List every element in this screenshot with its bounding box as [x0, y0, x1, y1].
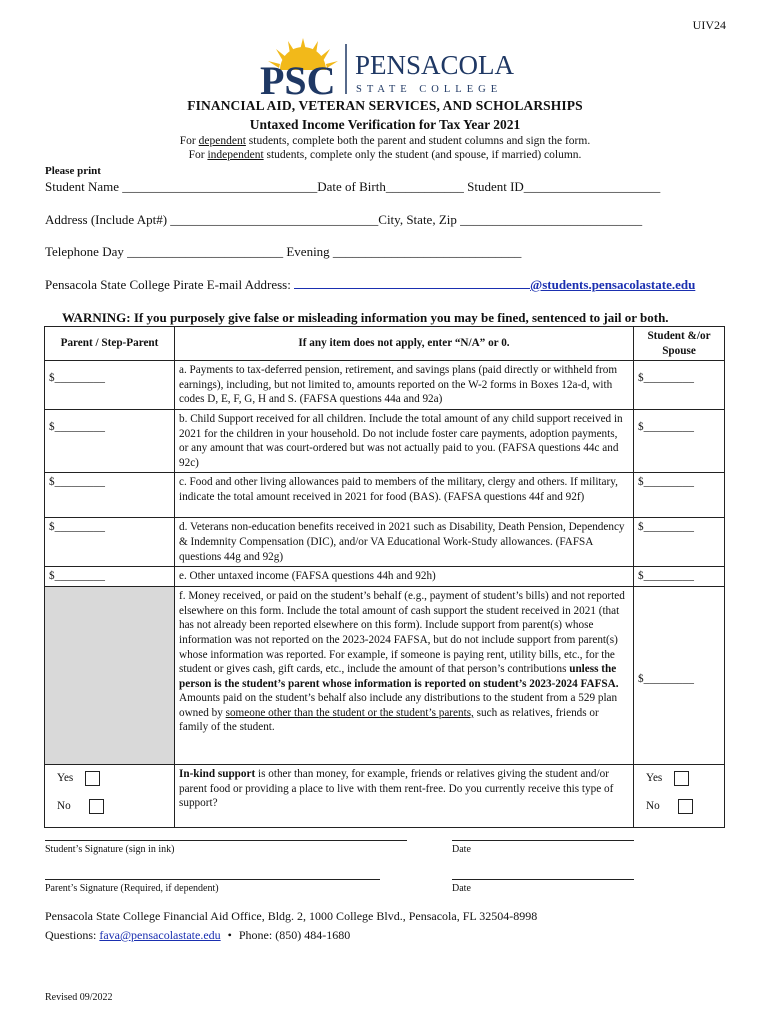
student-amount-a[interactable]: $_________ — [634, 361, 725, 410]
student-amount-f-e[interactable]: $_________ — [634, 567, 725, 587]
row-b-text: b. Child Support received for all children. Include the total amount of any child support received in 2021 for the children in your household. Do not include foster care payments, adoption payments, or any amount that was court-ordered but was not actually paid to you. (FAFSA questions 44c and 92c) — [175, 409, 634, 472]
table-row — [45, 409, 725, 472]
email-domain: @students.pensacolastate.edu — [530, 277, 696, 292]
title-line-2: Untaxed Income Verification for Tax Year 2021 — [249, 117, 521, 132]
row-f-text: f. Money received, or paid on the student’s behalf (e.g., payment of student’s bills) and not reported elsewhere on this form. Include the total amount of cash support the student received in 2021 (that has not already been reported elsewhere on this form). Include support from parent(s) whose information was not reported on the 2023-2024 FAFSA, but do not include support from parent(s) whose information was reported. For example, if someone is paying rent, utility bills, etc., for the student or gives cash, gift cards, etc., include the amount of that person’s contributions unless the person is the student’s parent whose information is reported on student’s 2023-2024 FAFSA. Amounts paid on the student’s behalf also include any distributions to the student from a 529 plan owned by someone other than the student or the student’s parents, such as relatives, friends or family of the student. — [175, 587, 634, 765]
inkind-text: In-kind support is other than money, for example, friends or relatives giving the student and/or parent food or providing a place to live with them rent-free. Do you currently receive this type of support? — [175, 765, 634, 828]
revised-date: Revised 09/2022 — [45, 992, 113, 1003]
header-parent: Parent / Step-Parent — [45, 327, 175, 361]
row-a-text: a. Payments to tax-deferred pension, retirement, and savings plans (paid directly or withheld from earnings), including, but not limited to, amounts reported on the W-2 forms in Boxes 12a-d, with codes D, E, F, G, H and S. (FAFSA questions 44a and 92a) — [175, 361, 634, 410]
parent-no-checkbox[interactable] — [89, 799, 104, 814]
svg-text:STATE COLLEGE: STATE COLLEGE — [356, 84, 503, 95]
telephone-line[interactable]: Telephone Day ________________________ Evening _____________________________ — [45, 244, 522, 259]
student-signature-label: Student’s Signature (sign in ink) — [45, 844, 175, 855]
email-link[interactable]: fava@pensacolastate.edu — [99, 928, 221, 942]
parent-date-line[interactable] — [452, 879, 634, 880]
row-e-text: e. Other untaxed income (FAFSA questions 44h and 92h) — [175, 567, 634, 587]
table-row — [45, 473, 725, 518]
title-line-1: FINANCIAL AID, VETERAN SERVICES, AND SCHOLARSHIPS — [187, 98, 583, 113]
email-label: Pensacola State College Pirate E-mail Address: — [45, 277, 295, 292]
student-info-line[interactable]: Student Name ______________________________Date of Birth____________ Student ID_____________________ — [45, 179, 661, 194]
form-code: UIV24 — [692, 18, 726, 32]
student-inkind-cell: Yes No — [634, 765, 725, 828]
student-amount-c[interactable]: $_________ — [634, 473, 725, 518]
header-student: Student &/or Spouse — [634, 327, 725, 361]
parent-amount-d[interactable]: $_________ — [45, 518, 175, 567]
student-yes-checkbox[interactable] — [674, 771, 689, 786]
income-table — [44, 326, 725, 828]
parent-yes-checkbox[interactable] — [85, 771, 100, 786]
parent-amount-a[interactable]: $_________ — [45, 361, 175, 410]
address-line[interactable]: Address (Include Apt#) ________________________________City, State, Zip ____________________________ — [45, 212, 643, 227]
questions-line: Questions: fava@pensacolastate.edu • Phone: (850) 484-1680 — [45, 928, 351, 942]
parent-amount-c[interactable]: $_________ — [45, 473, 175, 518]
row-d-text: d. Veterans non-education benefits received in 2021 such as Disability, Death Pension, Dependency & Indemnity Compensation (DIC), and/or VA Educational Work-Study allowances. (FAFSA questions 44g and 92g) — [175, 518, 634, 567]
office-address: Pensacola State College Financial Aid Office, Bldg. 2, 1000 College Blvd., Pensacola, FL 32504-8998 — [45, 909, 538, 923]
instruction-dependent: For dependent students, complete both the parent and student columns and sign the form. — [179, 135, 591, 147]
student-date-line[interactable] — [452, 840, 634, 841]
header-instructions: If any item does not apply, enter “N/A” or 0. — [175, 327, 634, 361]
parent-amount-b[interactable]: $_________ — [45, 409, 175, 472]
table-row — [45, 567, 725, 587]
student-signature-line[interactable] — [45, 840, 407, 841]
table-row — [45, 361, 725, 410]
table-row — [45, 518, 725, 567]
warning-text: WARNING: If you purposely give false or misleading information you may be fined, sentenced to jail or both. — [62, 310, 669, 325]
table-header-row — [45, 327, 725, 361]
email-line[interactable] — [45, 277, 695, 293]
instruction-independent: For independent students, complete only the student (and spouse, if married) column. — [188, 149, 582, 161]
row-c-text: c. Food and other living allowances paid to members of the military, clergy and others. If military, indicate the total amount received in 2021 for food (BAS). (FAFSA questions 44f and 92f) — [175, 473, 634, 518]
student-amount-d[interactable]: $_________ — [634, 518, 725, 567]
parent-signature-line[interactable] — [45, 879, 380, 880]
bullet-icon: • — [227, 928, 232, 942]
parent-inkind-cell: Yes No — [45, 765, 175, 828]
parent-amount-e[interactable]: $_________ — [45, 567, 175, 587]
svg-text:PENSACOLA: PENSACOLA — [355, 50, 515, 80]
parent-shaded-cell — [45, 587, 175, 765]
student-date-label: Date — [452, 844, 471, 855]
parent-signature-label: Parent’s Signature (Required, if dependent) — [45, 883, 219, 894]
please-print-label: Please print — [45, 165, 101, 177]
phone-number: Phone: (850) 484-1680 — [238, 928, 351, 942]
psc-logo — [258, 36, 518, 98]
table-row — [45, 587, 725, 765]
psc-abbrev: PSC — [260, 58, 336, 98]
email-input[interactable] — [294, 278, 530, 289]
parent-date-label: Date — [452, 883, 471, 894]
student-no-checkbox[interactable] — [678, 799, 693, 814]
student-amount-b[interactable]: $_________ — [634, 409, 725, 472]
table-row — [45, 765, 725, 828]
sun-icon — [258, 36, 518, 98]
student-amount-f[interactable]: $_________ — [634, 587, 725, 765]
